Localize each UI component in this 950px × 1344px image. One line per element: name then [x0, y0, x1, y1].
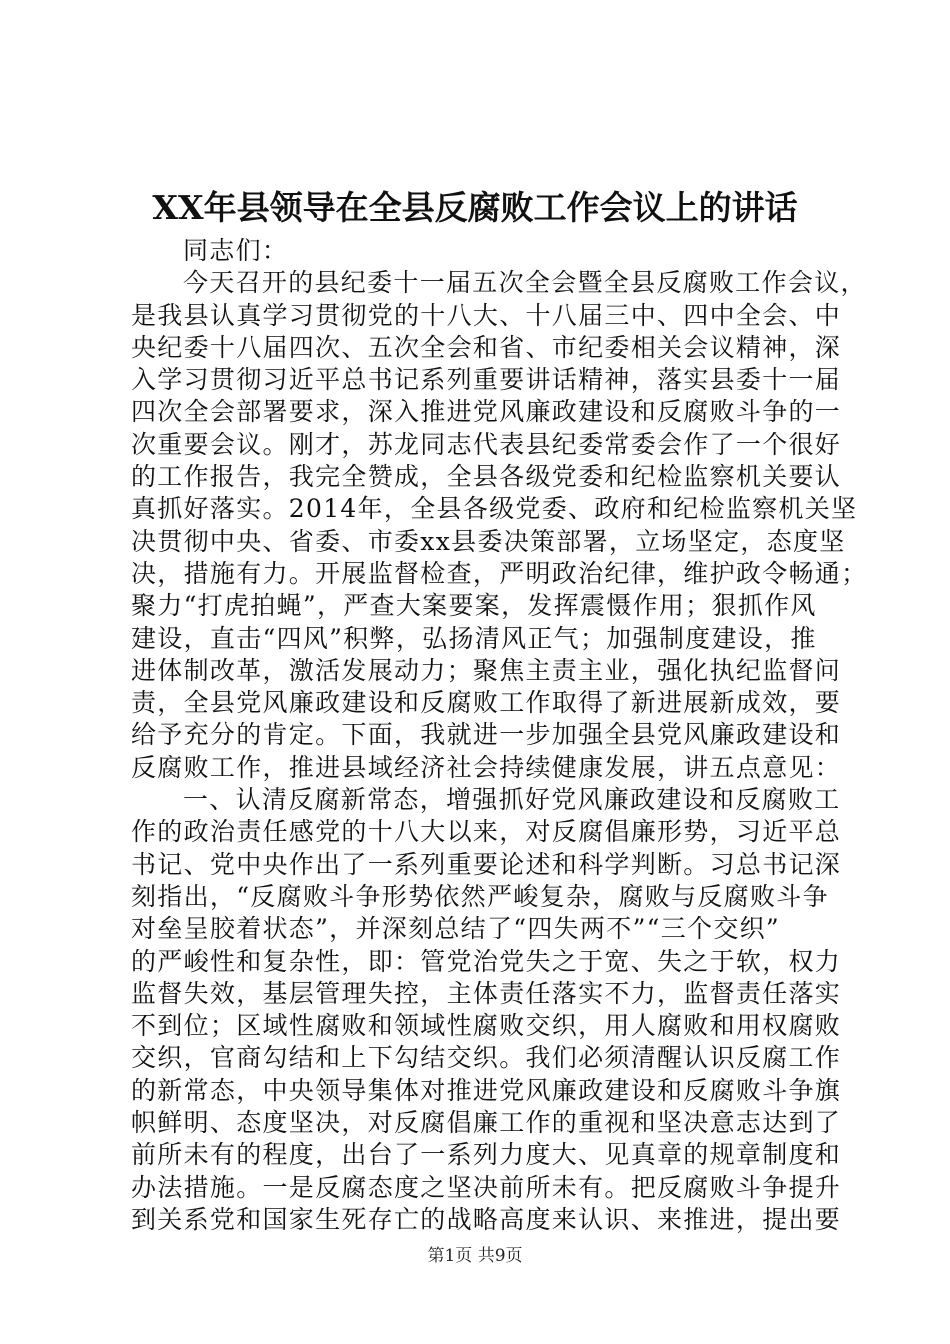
text-line: 到关系党和国家生死存亡的战略高度来认识、来推进，提出要 — [131, 1204, 842, 1234]
text-line: 给予充分的肯定。下面，我就进一步加强全县党风廉政建设和 — [131, 720, 842, 750]
text-line: 作的政治责任感党的十八大以来，对反腐倡廉形势，习近平总 — [131, 817, 842, 847]
text-line: 帜鲜明、态度坚决，对反腐倡廉工作的重视和坚决意志达到了 — [131, 1108, 842, 1138]
text-line: 是我县认真学习贯彻党的十八大、十八届三中、四中全会、中 — [131, 300, 842, 330]
text-line: 四次全会部署要求，深入推进党风廉政建设和反腐败斗争的一 — [131, 397, 842, 427]
salutation-line: 同志们： — [183, 236, 289, 265]
text-line: 次重要会议。刚才，苏龙同志代表县纪委常委会作了一个很好 — [131, 429, 842, 459]
text-line: 对垒呈胶着状态”，并深刻总结了“四失两不”“三个交织” — [131, 914, 781, 944]
text-line: 刻指出，“反腐败斗争形势依然严峻复杂，腐败与反腐败斗争 — [131, 881, 829, 911]
text-line: 进体制改革，激活发展动力；聚焦主责主业，强化执纪监督问 — [131, 655, 842, 685]
text-line: 入学习贯彻习近平总书记系列重要讲话精神，落实县委十一届 — [131, 365, 842, 395]
page-footer: 第1页 共9页 — [427, 1246, 523, 1266]
text-line: 的新常态，中央领导集体对推进党风廉政建设和反腐败斗争旗 — [131, 1075, 842, 1105]
text-line: 办法措施。一是反腐态度之坚决前所未有。把反腐败斗争提升 — [131, 1172, 842, 1202]
text-line: 反腐败工作，推进县域经济社会持续健康发展，讲五点意见： — [131, 752, 842, 782]
text-line: 责，全县党风廉政建设和反腐败工作取得了新进展新成效，要 — [131, 688, 842, 718]
text-line: 的工作报告，我完全赞成，全县各级党委和纪检监察机关要认 — [131, 462, 842, 492]
text-line: 聚力“打虎拍蝇”，严查大案要案，发挥震慑作用；狠抓作风 — [131, 591, 817, 621]
text-line: 监督失效，基层管理失控，主体责任落实不力，监督责任落实 — [131, 978, 842, 1008]
document-title: XX年县领导在全县反腐败工作会议上的讲话 — [152, 188, 798, 227]
text-line: 决贯彻中央、省委、市委xx县委决策部署，立场坚定，态度坚 — [131, 526, 846, 556]
text-line: 交织，官商勾结和上下勾结交织。我们必须清醒认识反腐工作 — [131, 1043, 842, 1073]
text-line: 央纪委十八届四次、五次全会和省、市纪委相关会议精神，深 — [131, 332, 842, 362]
text-line: 真抓好落实。2014年，全县各级党委、政府和纪检监察机关坚 — [131, 494, 858, 524]
text-line: 的严峻性和复杂性，即：管党治党失之于宽、失之于软，权力 — [131, 946, 842, 976]
text-line: 前所未有的程度，出台了一系列力度大、见真章的规章制度和 — [131, 1140, 842, 1170]
document-body — [131, 235, 868, 1236]
text-line: 书记、党中央作出了一系列重要论述和科学判断。习总书记深 — [131, 849, 842, 879]
text-line: 建设，直击“四风”积弊，弘扬清风正气；加强制度建设，推 — [131, 623, 817, 653]
text-line: 决，措施有力。开展监督检查，严明政治纪律，维护政令畅通； — [131, 558, 868, 588]
text-line: 不到位；区域性腐败和领域性腐败交织，用人腐败和用权腐败 — [131, 1011, 842, 1041]
text-line: 今天召开的县纪委十一届五次全会暨全县反腐败工作会议， — [183, 268, 867, 298]
section-heading-line: 一、认清反腐新常态，增强抓好党风廉政建设和反腐败工 — [183, 785, 841, 815]
